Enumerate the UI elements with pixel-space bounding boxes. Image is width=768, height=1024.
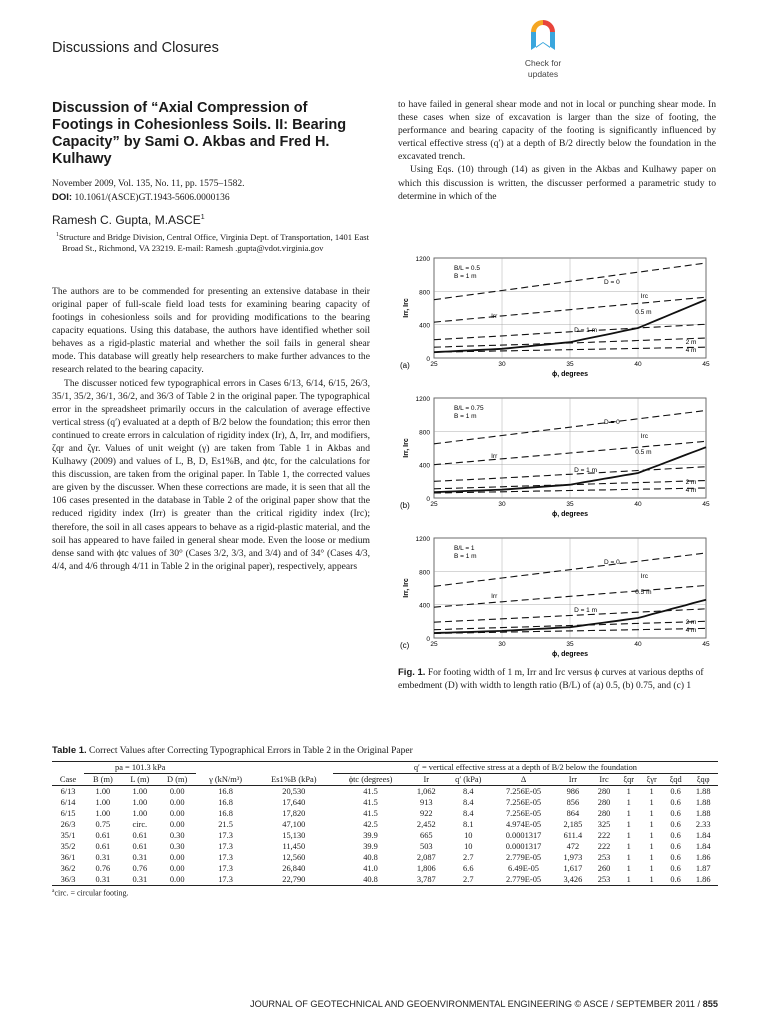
table-cell: 6/14	[60, 798, 76, 807]
data-table	[52, 761, 718, 886]
annotation-d1m: D = 1 m	[574, 327, 598, 334]
table-cell: 472	[566, 842, 580, 851]
annotation-irr: Irr	[491, 593, 498, 600]
y-tick-label: 800	[419, 429, 430, 437]
y-tick-label: 1200	[415, 256, 430, 263]
table-cell: 1	[649, 864, 654, 873]
table-cell: 35/2	[60, 842, 76, 851]
figure-caption-label: Fig. 1.	[398, 667, 426, 678]
table-cell: 6/15	[60, 809, 76, 818]
annotation-2m: 2 m	[685, 479, 697, 486]
annotation-title-2: B = 1 m	[454, 413, 477, 420]
panel-label: (b)	[400, 501, 410, 510]
author-sup: 1	[200, 214, 205, 221]
table-cell: 2,452	[416, 820, 436, 829]
y-tick-label: 400	[419, 602, 430, 610]
annotation-2m: 2 m	[685, 619, 697, 626]
col-header-7: Ir	[423, 775, 430, 784]
table-cell: 7.256E-05	[505, 787, 542, 796]
table-cell: 0.0001317	[505, 831, 542, 840]
table-cell: 280	[597, 787, 611, 796]
figure-1-chart	[398, 250, 718, 658]
x-axis-label: ϕ, degrees	[552, 651, 588, 658]
table-cell: 1.86	[695, 875, 711, 884]
table-cell: 0.0001317	[505, 842, 542, 851]
table-cell: 1.00	[95, 798, 111, 807]
journal-footer: JOURNAL OF GEOTECHNICAL AND GEOENVIRONMENTAL ENGINEERING © ASCE / SEPTEMBER 2011 /	[250, 999, 701, 1009]
table-cell: 22,790	[282, 875, 306, 884]
table-cell: 1	[626, 864, 631, 873]
table-caption-text: Correct Values after Correcting Typographical Errors in Table 2 in the Original Paper	[89, 746, 413, 756]
table-cell: 41.5	[363, 798, 378, 807]
table-cell: 1.88	[695, 809, 711, 818]
table-cell: 1,062	[416, 787, 436, 796]
y-axis-label: Irr, Irc	[403, 298, 410, 318]
table-cell: 17.3	[218, 875, 233, 884]
table-body	[52, 786, 718, 886]
table-cell: 0.31	[132, 853, 148, 862]
annotation-irr: Irr	[491, 453, 498, 460]
table-row	[52, 830, 718, 841]
col-header-5: Es1%B (kPa)	[271, 774, 317, 784]
table-row	[52, 852, 718, 863]
table-row	[52, 874, 718, 886]
y-axis-label: Irr, Irc	[403, 438, 410, 458]
table-cell: circ.	[132, 820, 148, 829]
badge-label-2: updates	[527, 69, 559, 79]
x-tick-label: 35	[566, 641, 574, 648]
table-cell: 1.00	[132, 798, 148, 807]
table-cell: 0.6	[670, 809, 681, 818]
table-cell: 3,787	[416, 875, 436, 884]
y-tick-label: 0	[426, 496, 430, 503]
table-cell: 1,973	[563, 853, 583, 862]
table-cell: 1.88	[695, 798, 711, 807]
table-cell: 17,640	[282, 798, 306, 807]
table-cell: 0.6	[670, 875, 681, 884]
table-cell: 36/2	[60, 864, 76, 873]
page-number: 855	[702, 999, 718, 1009]
y-tick-label: 1200	[415, 536, 430, 543]
table-cell: 1.00	[132, 809, 148, 818]
table-cell: 0.6	[670, 853, 681, 862]
table-cell: 16.8	[218, 809, 233, 818]
table-cell: 20,530	[282, 787, 306, 796]
table-cell: 6.6	[463, 864, 474, 873]
footnote-text: circ. = circular footing.	[54, 888, 129, 898]
doi-label: DOI:	[52, 192, 73, 203]
table-cell: 1,806	[416, 864, 436, 873]
table-cell: 35/1	[60, 831, 76, 840]
table-cell: 36/1	[60, 853, 76, 862]
table-cell: 16.8	[218, 787, 233, 796]
table-cell: 0.6	[670, 787, 681, 796]
table-cell: 1.87	[695, 864, 711, 873]
table-cell: 1	[626, 809, 631, 818]
col-header-11: Irc	[599, 775, 609, 784]
y-tick-label: 0	[426, 356, 430, 363]
x-tick-label: 45	[702, 641, 710, 648]
table-cell: 2.779E-05	[505, 875, 542, 884]
doi-line	[52, 191, 370, 205]
body-paragraph-2: The discusser noticed few typographical errors in Cases 6/13, 6/14, 6/15, 26/3, 35/1, 35/2, 36/1, 36/2, and 36/3 of Table 2 in the original paper. The typographical error in the spreadsheet primarily occurs in the calculation of average effective vertical stress (q′) evaluated at a depth of B/2 below the foundation; this error then continued to create errors in calculation of rigidity index (Ir), Δ, Irr, and modifiers, ζqr and ζγr. Values of unit weight (γ) are taken from Table 1 in Akbas and Kulhawy (2009) and values of L, B, D, Es1%B, and ϕtc, for the calculations for this discussion, are taken from the original paper. In Table 1, the corrected values are given by the discusser. When these corrections are made, it is seen that all the 106 cases presented in the database in Table 2 of the original paper show that the reduced rigidity index (Irr) is greater than the critical rigidity index (Irc); therefore, the soil in all cases appears to behave as a rigid-plastic material, and the soil has appeared to have failed in general shear mode. Even the loose or medium dense sand with ϕtc values of 30° (Cases 3/2, 3/3, and 3/4) and of 34° (Cases 4/3, 4/4, and 4/6 through 4/11 in Table 2 in the original paper), respectively, appears	[52, 377, 370, 572]
table-cell: 47,100	[282, 820, 306, 829]
table-cell: 21.5	[218, 820, 233, 829]
panel-label: (a)	[400, 361, 410, 370]
annotation-05m: 0.5 m	[635, 309, 652, 316]
table-cell: 0.00	[169, 787, 185, 796]
body-paragraph-1: The authors are to be commended for presenting an extensive database in their original paper of full-scale field load tests for examining bearing capacity of footings in cohesionless soils and for providing modifications to the bearing capacity equations. Using this database, the authors have identified whether soil behaves as a rigid-plastic material and whether the soil fails in general shear mode. This database will greatly help researchers to make further advances to the research related to the bearing capacity.	[52, 285, 370, 376]
annotation-05m: 0.5 m	[635, 589, 652, 596]
y-tick-label: 400	[419, 322, 430, 330]
left-column	[52, 100, 370, 573]
table-cell: 253	[597, 853, 611, 862]
annotation-d0: D = 0	[604, 279, 620, 286]
table-row	[52, 863, 718, 874]
annotation-d0: D = 0	[604, 419, 620, 426]
table-row	[52, 841, 718, 852]
table-cell: 1.00	[95, 809, 111, 818]
table-cell: 0.6	[670, 831, 681, 840]
table-cell: 0.61	[95, 831, 111, 840]
col-header-6: ϕtc (degrees)	[348, 775, 393, 784]
annotation-title-1: B/L = 0.5	[454, 265, 480, 272]
table-cell: 11,450	[282, 842, 306, 851]
table-cell: 0.61	[132, 831, 148, 840]
x-axis-label: ϕ, degrees	[552, 511, 588, 518]
table-cell: 2.779E-05	[505, 853, 542, 862]
table-cell: 0.31	[95, 853, 111, 862]
table-cell: 0.6	[670, 798, 681, 807]
table-cell: 26/3	[60, 820, 76, 829]
table-cell: 8.4	[463, 787, 474, 796]
section-header: Discussions and Closures	[52, 40, 219, 56]
affiliation-sup: 1	[56, 232, 59, 238]
x-tick-label: 30	[498, 361, 506, 368]
table-cell: 1	[626, 875, 631, 884]
table-cell: 4.974E-05	[505, 820, 542, 829]
table-cell: 503	[420, 842, 433, 851]
annotation-title-1: B/L = 1	[454, 545, 475, 552]
article-title: Discussion of “Axial Compression of Footings in Cohesionless Soils. II: Bearing Capacity” by Sami O. Akbas and Fred H. Kulhawy	[52, 100, 347, 167]
table-cell: 0.6	[670, 820, 681, 829]
annotation-05m: 0.5 m	[635, 449, 652, 456]
table-cell: 17.3	[218, 864, 233, 873]
table-cell: 1	[626, 820, 631, 829]
table-caption-label: Table 1.	[52, 745, 87, 756]
annotation-4m: 4 m	[685, 347, 697, 354]
table-cell: 0.00	[169, 864, 185, 873]
table-cell: 0.00	[169, 798, 185, 807]
col-header-13: ξγr	[646, 775, 657, 784]
table-cell: 2.7	[463, 875, 474, 884]
table-cell: 325	[597, 820, 611, 829]
table-cell: 1	[649, 798, 654, 807]
table-cell: 913	[420, 798, 433, 807]
col-header-1: B (m)	[92, 775, 113, 784]
table-cell: 922	[420, 809, 433, 818]
table-cell: 0.00	[169, 875, 185, 884]
table-cell: 1.84	[695, 831, 711, 840]
table-cell: 0.76	[132, 864, 148, 873]
table-cell: 1	[626, 831, 631, 840]
table-cell: 1	[649, 809, 654, 818]
table-cell: 280	[597, 798, 611, 807]
table-footnote	[52, 888, 718, 898]
table-cell: 1	[649, 787, 654, 796]
table-header-row	[52, 774, 718, 786]
annotation-d0: D = 0	[604, 559, 620, 566]
panel-label: (c)	[400, 641, 410, 650]
table-cell: 1	[626, 798, 631, 807]
col-header-0: Case	[59, 774, 77, 784]
table-cell: 40.8	[363, 853, 378, 862]
table-cell: 222	[597, 831, 611, 840]
table-cell: 2,087	[416, 853, 436, 862]
group-header-q: q′ = vertical effective stress at a depth of B/2 below the foundation	[333, 762, 718, 774]
x-tick-label: 35	[566, 501, 574, 508]
col-header-8: q′ (kPa)	[455, 775, 482, 784]
col-header-2: L (m)	[130, 775, 150, 784]
annotation-4m: 4 m	[685, 627, 697, 634]
col-header-3: D (m)	[167, 775, 188, 784]
table-cell: 222	[597, 842, 611, 851]
table-row	[52, 786, 718, 798]
table-cell: 0.75	[95, 820, 111, 829]
group-header-pa: pa = 101.3 kPa	[84, 762, 196, 774]
table-cell: 0.00	[169, 853, 185, 862]
table-cell: 17,820	[282, 809, 306, 818]
table-cell: 856	[566, 798, 580, 807]
x-tick-label: 45	[702, 361, 710, 368]
annotation-d1m: D = 1 m	[574, 467, 598, 474]
annotation-d1m: D = 1 m	[574, 607, 598, 614]
body-paragraph-3: to have failed in general shear mode and not in local or punching shear mode. In these cases when size of excavation is larger than the size of footing, the performance and bearing capacity of the footing is significantly influenced by vertical effective stress (q′) at a depth of B/2 directly below the foundation in the excavated trench.	[398, 99, 716, 163]
table-cell: 8.1	[463, 820, 474, 829]
table-cell: 0.6	[670, 842, 681, 851]
table-cell: 6/13	[60, 787, 76, 796]
table-cell: 0.31	[95, 875, 111, 884]
figure-caption-text: For footing width of 1 m, Irr and Irc versus ϕ curves at various depths of embedment (D) with width to length ratio (B/L) of (a) 0.5, (b) 0.75, and (c) 1	[398, 668, 704, 691]
badge-label-1: Check for	[524, 58, 562, 68]
table-cell: 1,617	[563, 864, 583, 873]
table-cell: 1.00	[95, 787, 111, 796]
annotation-irc: Irc	[640, 433, 648, 440]
x-axis-label: ϕ, degrees	[552, 371, 588, 378]
x-tick-label: 40	[634, 361, 642, 368]
table-cell: 0.00	[169, 809, 185, 818]
affiliation-text: Structure and Bridge Division, Central Office, Virginia Dept. of Transportation, 1401 East Broad St., Richmond, VA 23219. E-mail: Ramesh .gupta@vdot.virginia.gov	[59, 231, 370, 254]
table-cell: 7.256E-05	[505, 798, 542, 807]
page-footer	[250, 999, 718, 1009]
citation: November 2009, Vol. 135, No. 11, pp. 1575–1582.	[52, 179, 245, 189]
table-cell: 1	[649, 820, 654, 829]
col-header-15: ξqφ	[696, 775, 710, 784]
x-tick-label: 45	[702, 501, 710, 508]
table-row	[52, 808, 718, 819]
table-1	[52, 744, 718, 898]
annotation-irc: Irc	[640, 573, 648, 580]
table-cell: 0.6	[670, 864, 681, 873]
table-cell: 8.4	[463, 798, 474, 807]
table-cell: 1	[649, 831, 654, 840]
table-cell: 864	[566, 809, 580, 818]
y-tick-label: 0	[426, 636, 430, 643]
author	[52, 213, 370, 227]
table-cell: 41.0	[363, 864, 378, 873]
table-cell: 1	[626, 853, 631, 862]
table-cell: 1	[626, 787, 631, 796]
table-cell: 3,426	[563, 875, 583, 884]
table-cell: 1.00	[132, 787, 148, 796]
annotation-irc: Irc	[640, 293, 648, 300]
table-cell: 611.4	[563, 831, 583, 840]
table-cell: 17.3	[218, 842, 233, 851]
y-tick-label: 800	[419, 569, 430, 577]
table-cell: 0.61	[132, 842, 148, 851]
check-for-updates-badge[interactable]	[514, 18, 572, 79]
table-cell: 26,840	[282, 864, 306, 873]
y-axis-label: Irr, Irc	[403, 578, 410, 598]
figure-caption	[398, 666, 718, 693]
annotation-2m: 2 m	[685, 339, 697, 346]
doi-link[interactable]: 10.1061/(ASCE)GT.1943-5606.0000136	[74, 193, 230, 203]
y-tick-label: 400	[419, 462, 430, 470]
right-column	[398, 98, 716, 203]
table-cell: 253	[597, 875, 611, 884]
table-cell: 42.5	[363, 820, 378, 829]
x-tick-label: 25	[430, 361, 438, 368]
table-cell: 10	[464, 842, 473, 851]
table-cell: 12,560	[282, 853, 306, 862]
table-cell: 16.8	[218, 798, 233, 807]
table-cell: 1	[626, 842, 631, 851]
table-cell: 10	[464, 831, 473, 840]
table-cell: 36/3	[60, 875, 76, 884]
table-cell: 1	[649, 853, 654, 862]
y-tick-label: 800	[419, 289, 430, 297]
table-cell: 986	[566, 787, 580, 796]
x-tick-label: 35	[566, 361, 574, 368]
footnote-mark: a	[52, 888, 55, 894]
col-header-14: ξqd	[669, 775, 682, 784]
annotation-title-1: B/L = 0.75	[454, 405, 484, 412]
table-cell: 0.30	[169, 831, 185, 840]
table-cell: 665	[420, 831, 433, 840]
x-tick-label: 40	[634, 501, 642, 508]
table-cell: 1.88	[695, 787, 711, 796]
table-cell: 260	[597, 864, 611, 873]
table-cell: 1.86	[695, 853, 711, 862]
table-cell: 0.30	[169, 842, 185, 851]
x-tick-label: 30	[498, 501, 506, 508]
table-cell: 39.9	[363, 831, 378, 840]
x-tick-label: 25	[430, 501, 438, 508]
table-cell: 1	[649, 842, 654, 851]
table-cell: 1.84	[695, 842, 711, 851]
author-name: Ramesh C. Gupta, M.ASCE	[52, 213, 201, 227]
col-header-9: Δ	[520, 775, 527, 784]
table-cell: 7.256E-05	[505, 809, 542, 818]
table-cell: 1	[649, 875, 654, 884]
col-header-10: Irr	[568, 775, 578, 784]
table-cell: 41.5	[363, 787, 378, 796]
table-cell: 0.61	[95, 842, 111, 851]
affiliation	[52, 230, 370, 255]
table-cell: 2,185	[563, 820, 583, 829]
x-tick-label: 25	[430, 641, 438, 648]
col-header-12: ξqr	[623, 775, 635, 784]
table-cell: 0.31	[132, 875, 148, 884]
table-cell: 280	[597, 809, 611, 818]
table-cell: 0.00	[169, 820, 185, 829]
table-cell: 40.8	[363, 875, 378, 884]
x-tick-label: 30	[498, 641, 506, 648]
table-row	[52, 797, 718, 808]
table-cell: 39.9	[363, 842, 378, 851]
table-cell: 17.3	[218, 831, 233, 840]
table-cell: 8.4	[463, 809, 474, 818]
annotation-title-2: B = 1 m	[454, 273, 477, 280]
x-tick-label: 40	[634, 641, 642, 648]
table-cell: 0.76	[95, 864, 111, 873]
table-caption	[52, 744, 718, 758]
table-cell: 41.5	[363, 809, 378, 818]
figure-1	[398, 250, 718, 658]
table-cell: 2.7	[463, 853, 474, 862]
col-header-4: γ (kN/m³)	[209, 774, 243, 784]
annotation-irr: Irr	[491, 313, 498, 320]
table-cell: 2.33	[695, 820, 711, 829]
crossmark-icon	[528, 18, 558, 52]
y-tick-label: 1200	[415, 396, 430, 403]
table-cell: 15,130	[282, 831, 306, 840]
table-row	[52, 819, 718, 830]
table-cell: 17.3	[218, 853, 233, 862]
annotation-4m: 4 m	[685, 487, 697, 494]
body-paragraph-4: Using Eqs. (10) through (14) as given in the Akbas and Kulhawy paper on which this discussion is written, the discusser performed a parametric study to determine in which of the	[398, 164, 716, 202]
table-cell: 6.49E-05	[508, 864, 539, 873]
annotation-title-2: B = 1 m	[454, 553, 477, 560]
